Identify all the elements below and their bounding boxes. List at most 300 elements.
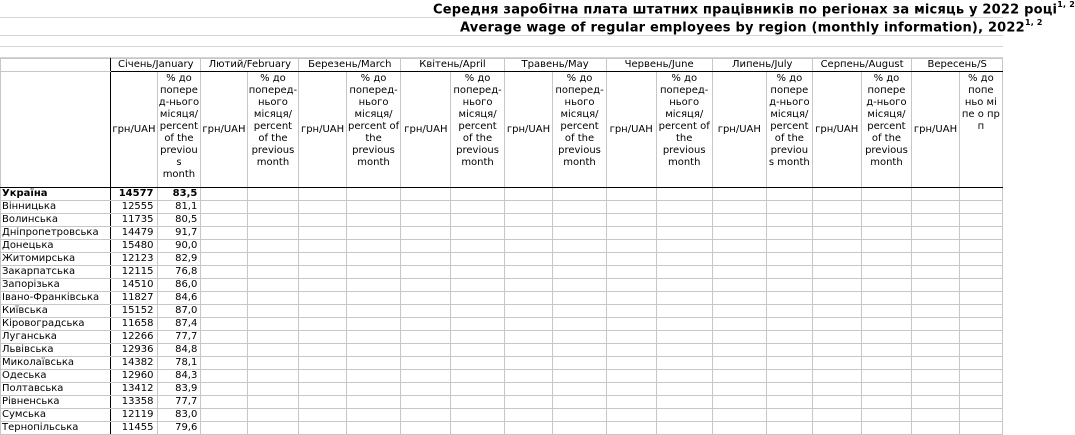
- percent-cell[interactable]: [861, 266, 912, 279]
- month-header-cell[interactable]: Червень/June: [606, 59, 712, 72]
- wage-cell[interactable]: 15480: [111, 240, 157, 253]
- percent-cell[interactable]: [861, 305, 912, 318]
- wage-cell[interactable]: [712, 370, 766, 383]
- wage-cell[interactable]: [912, 214, 959, 227]
- wage-cell[interactable]: 11455: [111, 422, 157, 435]
- wage-cell[interactable]: [712, 357, 766, 370]
- wage-cell[interactable]: [606, 357, 656, 370]
- wage-cell[interactable]: 13358: [111, 396, 157, 409]
- percent-cell[interactable]: [656, 279, 712, 292]
- percent-cell[interactable]: [553, 383, 606, 396]
- region-cell[interactable]: Луганська: [1, 331, 111, 344]
- percent-cell[interactable]: 87,0: [157, 305, 201, 318]
- wage-cell[interactable]: [401, 396, 451, 409]
- wage-cell[interactable]: [812, 409, 861, 422]
- wage-cell[interactable]: [401, 409, 451, 422]
- percent-cell[interactable]: [451, 305, 504, 318]
- wage-cell[interactable]: [712, 201, 766, 214]
- percent-header-cell[interactable]: % до попере д-нього місяця/ percent of the previou s month: [157, 72, 201, 188]
- percent-cell[interactable]: [959, 331, 1002, 344]
- wage-cell[interactable]: 15152: [111, 305, 157, 318]
- wage-cell[interactable]: [504, 266, 553, 279]
- percent-cell[interactable]: 77,7: [157, 396, 201, 409]
- percent-cell[interactable]: [553, 253, 606, 266]
- month-header-cell[interactable]: Лютий/February: [201, 59, 299, 72]
- region-cell[interactable]: Миколаївська: [1, 357, 111, 370]
- wage-cell[interactable]: [299, 344, 346, 357]
- wage-cell[interactable]: [812, 305, 861, 318]
- percent-cell[interactable]: [861, 240, 912, 253]
- wage-cell[interactable]: 12115: [111, 266, 157, 279]
- wage-cell[interactable]: [912, 370, 959, 383]
- wage-cell[interactable]: [912, 266, 959, 279]
- wage-cell[interactable]: [712, 318, 766, 331]
- percent-cell[interactable]: [553, 292, 606, 305]
- percent-cell[interactable]: [861, 201, 912, 214]
- wage-cell[interactable]: [299, 370, 346, 383]
- header-corner-cell[interactable]: [1, 59, 111, 72]
- percent-cell[interactable]: 86,0: [157, 279, 201, 292]
- month-header-cell[interactable]: Січень/January: [111, 59, 201, 72]
- region-cell[interactable]: Львівська: [1, 344, 111, 357]
- wage-cell[interactable]: [606, 240, 656, 253]
- wage-cell[interactable]: 12266: [111, 331, 157, 344]
- percent-cell[interactable]: [346, 227, 401, 240]
- percent-cell[interactable]: [959, 370, 1002, 383]
- wage-cell[interactable]: 13412: [111, 383, 157, 396]
- wage-cell[interactable]: [606, 396, 656, 409]
- percent-cell[interactable]: [346, 305, 401, 318]
- title-row-uk[interactable]: [0, 0, 1075, 18]
- wage-cell[interactable]: [201, 357, 247, 370]
- percent-cell[interactable]: [656, 227, 712, 240]
- percent-cell[interactable]: [861, 344, 912, 357]
- percent-cell[interactable]: [247, 227, 299, 240]
- percent-cell[interactable]: [656, 396, 712, 409]
- wage-cell[interactable]: [712, 240, 766, 253]
- percent-cell[interactable]: [766, 253, 812, 266]
- wage-cell[interactable]: [504, 370, 553, 383]
- wage-cell[interactable]: [606, 409, 656, 422]
- percent-cell[interactable]: [766, 227, 812, 240]
- percent-cell[interactable]: [959, 266, 1002, 279]
- wage-cell[interactable]: [812, 253, 861, 266]
- month-header-cell[interactable]: Серпень/August: [812, 59, 912, 72]
- wage-cell[interactable]: [912, 305, 959, 318]
- percent-cell[interactable]: [346, 318, 401, 331]
- wage-cell[interactable]: [606, 370, 656, 383]
- percent-cell[interactable]: [247, 240, 299, 253]
- percent-cell[interactable]: [959, 422, 1002, 435]
- percent-cell[interactable]: [861, 370, 912, 383]
- region-cell[interactable]: Рівненська: [1, 396, 111, 409]
- percent-cell[interactable]: [656, 357, 712, 370]
- wage-cell[interactable]: [401, 357, 451, 370]
- wage-cell[interactable]: [299, 396, 346, 409]
- percent-cell[interactable]: [553, 201, 606, 214]
- wage-cell[interactable]: [401, 292, 451, 305]
- wage-cell[interactable]: [504, 201, 553, 214]
- wage-cell[interactable]: [712, 344, 766, 357]
- percent-cell[interactable]: [766, 305, 812, 318]
- wage-cell[interactable]: [606, 383, 656, 396]
- percent-cell[interactable]: [346, 396, 401, 409]
- wage-cell[interactable]: [912, 318, 959, 331]
- percent-cell[interactable]: 81,1: [157, 201, 201, 214]
- percent-cell[interactable]: [553, 266, 606, 279]
- percent-cell[interactable]: [451, 253, 504, 266]
- wage-cell[interactable]: [812, 318, 861, 331]
- percent-cell[interactable]: [553, 370, 606, 383]
- percent-cell[interactable]: [656, 422, 712, 435]
- percent-cell[interactable]: [247, 409, 299, 422]
- month-header-cell[interactable]: Липень/July: [712, 59, 812, 72]
- percent-cell[interactable]: [959, 357, 1002, 370]
- wage-cell[interactable]: [912, 422, 959, 435]
- percent-cell[interactable]: 83,5: [157, 188, 201, 201]
- title-row-en[interactable]: [0, 18, 1043, 36]
- wage-cell[interactable]: [812, 331, 861, 344]
- percent-cell[interactable]: 87,4: [157, 318, 201, 331]
- percent-cell[interactable]: [656, 214, 712, 227]
- percent-cell[interactable]: [766, 383, 812, 396]
- percent-cell[interactable]: [861, 214, 912, 227]
- percent-cell[interactable]: 78,1: [157, 357, 201, 370]
- region-cell[interactable]: Волинська: [1, 214, 111, 227]
- percent-cell[interactable]: [656, 331, 712, 344]
- percent-cell[interactable]: 80,5: [157, 214, 201, 227]
- wage-cell[interactable]: [504, 227, 553, 240]
- percent-cell[interactable]: [346, 279, 401, 292]
- percent-cell[interactable]: [247, 370, 299, 383]
- percent-cell[interactable]: [861, 227, 912, 240]
- wage-cell[interactable]: [812, 240, 861, 253]
- region-cell[interactable]: Київська: [1, 305, 111, 318]
- wage-cell[interactable]: [504, 214, 553, 227]
- wage-cell[interactable]: [299, 279, 346, 292]
- percent-cell[interactable]: 83,0: [157, 409, 201, 422]
- percent-cell[interactable]: [959, 188, 1002, 201]
- wage-cell[interactable]: [299, 240, 346, 253]
- wage-cell[interactable]: [606, 227, 656, 240]
- percent-cell[interactable]: [656, 305, 712, 318]
- wage-cell[interactable]: [401, 214, 451, 227]
- wage-cell[interactable]: [606, 305, 656, 318]
- wage-cell[interactable]: [299, 253, 346, 266]
- wage-cell[interactable]: [299, 188, 346, 201]
- percent-cell[interactable]: [346, 370, 401, 383]
- unit-header-cell[interactable]: грн/UAH: [712, 72, 766, 188]
- percent-cell[interactable]: [346, 266, 401, 279]
- wage-cell[interactable]: [912, 201, 959, 214]
- percent-cell[interactable]: [766, 331, 812, 344]
- percent-cell[interactable]: [451, 214, 504, 227]
- wage-cell[interactable]: [812, 357, 861, 370]
- percent-cell[interactable]: 76,8: [157, 266, 201, 279]
- wage-cell[interactable]: [606, 331, 656, 344]
- percent-cell[interactable]: [553, 344, 606, 357]
- percent-cell[interactable]: [346, 344, 401, 357]
- percent-cell[interactable]: [247, 318, 299, 331]
- percent-cell[interactable]: [766, 370, 812, 383]
- percent-cell[interactable]: [959, 305, 1002, 318]
- wage-cell[interactable]: [201, 331, 247, 344]
- wage-cell[interactable]: [401, 201, 451, 214]
- percent-cell[interactable]: [451, 201, 504, 214]
- percent-cell[interactable]: [553, 279, 606, 292]
- wage-cell[interactable]: 12555: [111, 201, 157, 214]
- wage-cell[interactable]: [299, 214, 346, 227]
- percent-cell[interactable]: [959, 292, 1002, 305]
- wage-cell[interactable]: 14382: [111, 357, 157, 370]
- wage-cell[interactable]: [201, 266, 247, 279]
- percent-cell[interactable]: [656, 409, 712, 422]
- percent-cell[interactable]: [346, 331, 401, 344]
- percent-cell[interactable]: [346, 214, 401, 227]
- wage-cell[interactable]: [912, 344, 959, 357]
- percent-cell[interactable]: [451, 331, 504, 344]
- wage-cell[interactable]: [712, 266, 766, 279]
- wage-cell[interactable]: [712, 305, 766, 318]
- wage-cell[interactable]: [201, 240, 247, 253]
- percent-cell[interactable]: [766, 266, 812, 279]
- wage-cell[interactable]: [912, 292, 959, 305]
- wage-cell[interactable]: [812, 201, 861, 214]
- wage-cell[interactable]: [606, 214, 656, 227]
- percent-cell[interactable]: [451, 396, 504, 409]
- wage-cell[interactable]: [299, 227, 346, 240]
- wage-cell[interactable]: [912, 357, 959, 370]
- percent-cell[interactable]: [656, 370, 712, 383]
- wage-cell[interactable]: [606, 279, 656, 292]
- wage-cell[interactable]: [504, 409, 553, 422]
- wage-cell[interactable]: [912, 240, 959, 253]
- wage-cell[interactable]: [504, 383, 553, 396]
- wage-cell[interactable]: [712, 292, 766, 305]
- percent-cell[interactable]: [451, 409, 504, 422]
- percent-cell[interactable]: [656, 383, 712, 396]
- percent-cell[interactable]: [766, 409, 812, 422]
- wage-cell[interactable]: 14479: [111, 227, 157, 240]
- unit-header-cell[interactable]: грн/UAH: [111, 72, 157, 188]
- region-header-cell[interactable]: [1, 72, 111, 188]
- region-cell[interactable]: Донецька: [1, 240, 111, 253]
- wage-cell[interactable]: [504, 292, 553, 305]
- percent-cell[interactable]: [959, 383, 1002, 396]
- percent-cell[interactable]: [346, 292, 401, 305]
- wage-cell[interactable]: [712, 383, 766, 396]
- percent-cell[interactable]: [861, 357, 912, 370]
- percent-cell[interactable]: 91,7: [157, 227, 201, 240]
- percent-cell[interactable]: 84,6: [157, 292, 201, 305]
- wage-cell[interactable]: [606, 292, 656, 305]
- wage-cell[interactable]: [401, 318, 451, 331]
- percent-cell[interactable]: [451, 240, 504, 253]
- wage-cell[interactable]: [201, 201, 247, 214]
- percent-cell[interactable]: [553, 396, 606, 409]
- percent-cell[interactable]: [861, 253, 912, 266]
- wage-cell[interactable]: [504, 396, 553, 409]
- percent-cell[interactable]: [959, 240, 1002, 253]
- wage-cell[interactable]: 14510: [111, 279, 157, 292]
- wage-cell[interactable]: 11735: [111, 214, 157, 227]
- percent-cell[interactable]: [656, 266, 712, 279]
- percent-header-cell[interactable]: % до попере д-нього місяця/ percent of the previou s month: [766, 72, 812, 188]
- percent-cell[interactable]: [247, 214, 299, 227]
- wage-cell[interactable]: [401, 422, 451, 435]
- month-header-cell[interactable]: Березень/March: [299, 59, 401, 72]
- percent-cell[interactable]: [553, 188, 606, 201]
- percent-cell[interactable]: [959, 214, 1002, 227]
- unit-header-cell[interactable]: грн/UAH: [299, 72, 346, 188]
- wage-cell[interactable]: [912, 188, 959, 201]
- wage-cell[interactable]: [812, 188, 861, 201]
- percent-cell[interactable]: [766, 318, 812, 331]
- percent-cell[interactable]: [247, 279, 299, 292]
- percent-cell[interactable]: [553, 240, 606, 253]
- wage-cell[interactable]: [201, 188, 247, 201]
- wage-cell[interactable]: [401, 279, 451, 292]
- region-cell[interactable]: Тернопільська: [1, 422, 111, 435]
- wage-cell[interactable]: [912, 253, 959, 266]
- region-cell[interactable]: Кіровоградська: [1, 318, 111, 331]
- wage-cell[interactable]: 11658: [111, 318, 157, 331]
- wage-cell[interactable]: [299, 201, 346, 214]
- wage-cell[interactable]: [712, 214, 766, 227]
- percent-cell[interactable]: [766, 201, 812, 214]
- wage-cell[interactable]: [712, 331, 766, 344]
- percent-cell[interactable]: [346, 422, 401, 435]
- percent-cell[interactable]: [959, 279, 1002, 292]
- percent-cell[interactable]: 82,9: [157, 253, 201, 266]
- wage-cell[interactable]: [712, 279, 766, 292]
- percent-header-cell[interactable]: % до поперед- нього місяця/ percent of the previous month: [553, 72, 606, 188]
- percent-cell[interactable]: [451, 344, 504, 357]
- region-cell[interactable]: Полтавська: [1, 383, 111, 396]
- blank-row[interactable]: [0, 36, 1003, 47]
- wage-cell[interactable]: [912, 331, 959, 344]
- percent-cell[interactable]: [451, 266, 504, 279]
- wage-cell[interactable]: [606, 318, 656, 331]
- percent-cell[interactable]: [656, 201, 712, 214]
- wage-cell[interactable]: 12119: [111, 409, 157, 422]
- wage-cell[interactable]: [606, 422, 656, 435]
- wage-cell[interactable]: [812, 396, 861, 409]
- percent-cell[interactable]: [766, 396, 812, 409]
- region-cell[interactable]: Івано-Франківська: [1, 292, 111, 305]
- region-cell[interactable]: Запорізька: [1, 279, 111, 292]
- wage-cell[interactable]: [812, 214, 861, 227]
- wage-cell[interactable]: [401, 266, 451, 279]
- wage-cell[interactable]: [712, 409, 766, 422]
- percent-cell[interactable]: [959, 396, 1002, 409]
- percent-cell[interactable]: [766, 357, 812, 370]
- wage-cell[interactable]: [606, 253, 656, 266]
- percent-cell[interactable]: 84,8: [157, 344, 201, 357]
- wage-cell[interactable]: [812, 370, 861, 383]
- wage-cell[interactable]: [299, 383, 346, 396]
- percent-header-cell[interactable]: % до поперед- нього місяця/ percent of the previous month: [656, 72, 712, 188]
- wage-cell[interactable]: [606, 344, 656, 357]
- percent-cell[interactable]: [451, 279, 504, 292]
- percent-header-cell[interactable]: % до попе ньо мі пе о пр п: [959, 72, 1002, 188]
- wage-cell[interactable]: [812, 227, 861, 240]
- percent-cell[interactable]: [766, 292, 812, 305]
- wage-cell[interactable]: [504, 253, 553, 266]
- percent-cell[interactable]: [861, 331, 912, 344]
- percent-cell[interactable]: 83,9: [157, 383, 201, 396]
- blank-row[interactable]: [0, 47, 1003, 58]
- wage-cell[interactable]: [401, 227, 451, 240]
- wage-cell[interactable]: [812, 383, 861, 396]
- percent-cell[interactable]: [346, 240, 401, 253]
- region-cell[interactable]: Житомирська: [1, 253, 111, 266]
- month-header-cell[interactable]: Вересень/S: [912, 59, 1003, 72]
- percent-cell[interactable]: [247, 266, 299, 279]
- percent-cell[interactable]: [656, 188, 712, 201]
- wage-cell[interactable]: [606, 188, 656, 201]
- percent-cell[interactable]: [766, 279, 812, 292]
- month-header-cell[interactable]: Квітень/April: [401, 59, 504, 72]
- wage-cell[interactable]: [401, 188, 451, 201]
- percent-cell[interactable]: [656, 253, 712, 266]
- region-cell[interactable]: Закарпатська: [1, 266, 111, 279]
- percent-cell[interactable]: [451, 383, 504, 396]
- percent-cell[interactable]: [959, 227, 1002, 240]
- percent-cell[interactable]: [553, 409, 606, 422]
- wage-cell[interactable]: [299, 422, 346, 435]
- month-header-cell[interactable]: Травень/May: [504, 59, 606, 72]
- percent-cell[interactable]: [247, 292, 299, 305]
- percent-cell[interactable]: [451, 422, 504, 435]
- region-cell[interactable]: Сумська: [1, 409, 111, 422]
- percent-cell[interactable]: [247, 344, 299, 357]
- percent-cell[interactable]: [766, 344, 812, 357]
- unit-header-cell[interactable]: грн/UAH: [912, 72, 959, 188]
- percent-cell[interactable]: [247, 357, 299, 370]
- percent-header-cell[interactable]: % до попере д-нього місяця/ percent of the previous month: [861, 72, 912, 188]
- region-cell[interactable]: Дніпропетровська: [1, 227, 111, 240]
- wage-cell[interactable]: [201, 253, 247, 266]
- region-cell[interactable]: Одеська: [1, 370, 111, 383]
- wage-cell[interactable]: [401, 383, 451, 396]
- percent-cell[interactable]: [247, 383, 299, 396]
- percent-cell[interactable]: [553, 357, 606, 370]
- wage-cell[interactable]: [504, 331, 553, 344]
- wage-cell[interactable]: [504, 344, 553, 357]
- percent-cell[interactable]: [346, 357, 401, 370]
- wage-cell[interactable]: [504, 305, 553, 318]
- wage-cell[interactable]: [812, 279, 861, 292]
- percent-cell[interactable]: [959, 318, 1002, 331]
- percent-cell[interactable]: [247, 331, 299, 344]
- wage-cell[interactable]: [401, 344, 451, 357]
- wage-cell[interactable]: [812, 266, 861, 279]
- percent-header-cell[interactable]: % до поперед- нього місяця/ percent of the previous month: [247, 72, 299, 188]
- wage-cell[interactable]: [912, 279, 959, 292]
- percent-cell[interactable]: [656, 292, 712, 305]
- percent-cell[interactable]: [656, 240, 712, 253]
- percent-cell[interactable]: 79,6: [157, 422, 201, 435]
- percent-header-cell[interactable]: % до поперед- нього місяця/ percent of the previous month: [346, 72, 401, 188]
- percent-cell[interactable]: [861, 188, 912, 201]
- wage-cell[interactable]: [712, 422, 766, 435]
- percent-cell[interactable]: [346, 383, 401, 396]
- percent-cell[interactable]: [553, 227, 606, 240]
- wage-cell[interactable]: [606, 201, 656, 214]
- wage-cell[interactable]: [504, 279, 553, 292]
- percent-cell[interactable]: [247, 253, 299, 266]
